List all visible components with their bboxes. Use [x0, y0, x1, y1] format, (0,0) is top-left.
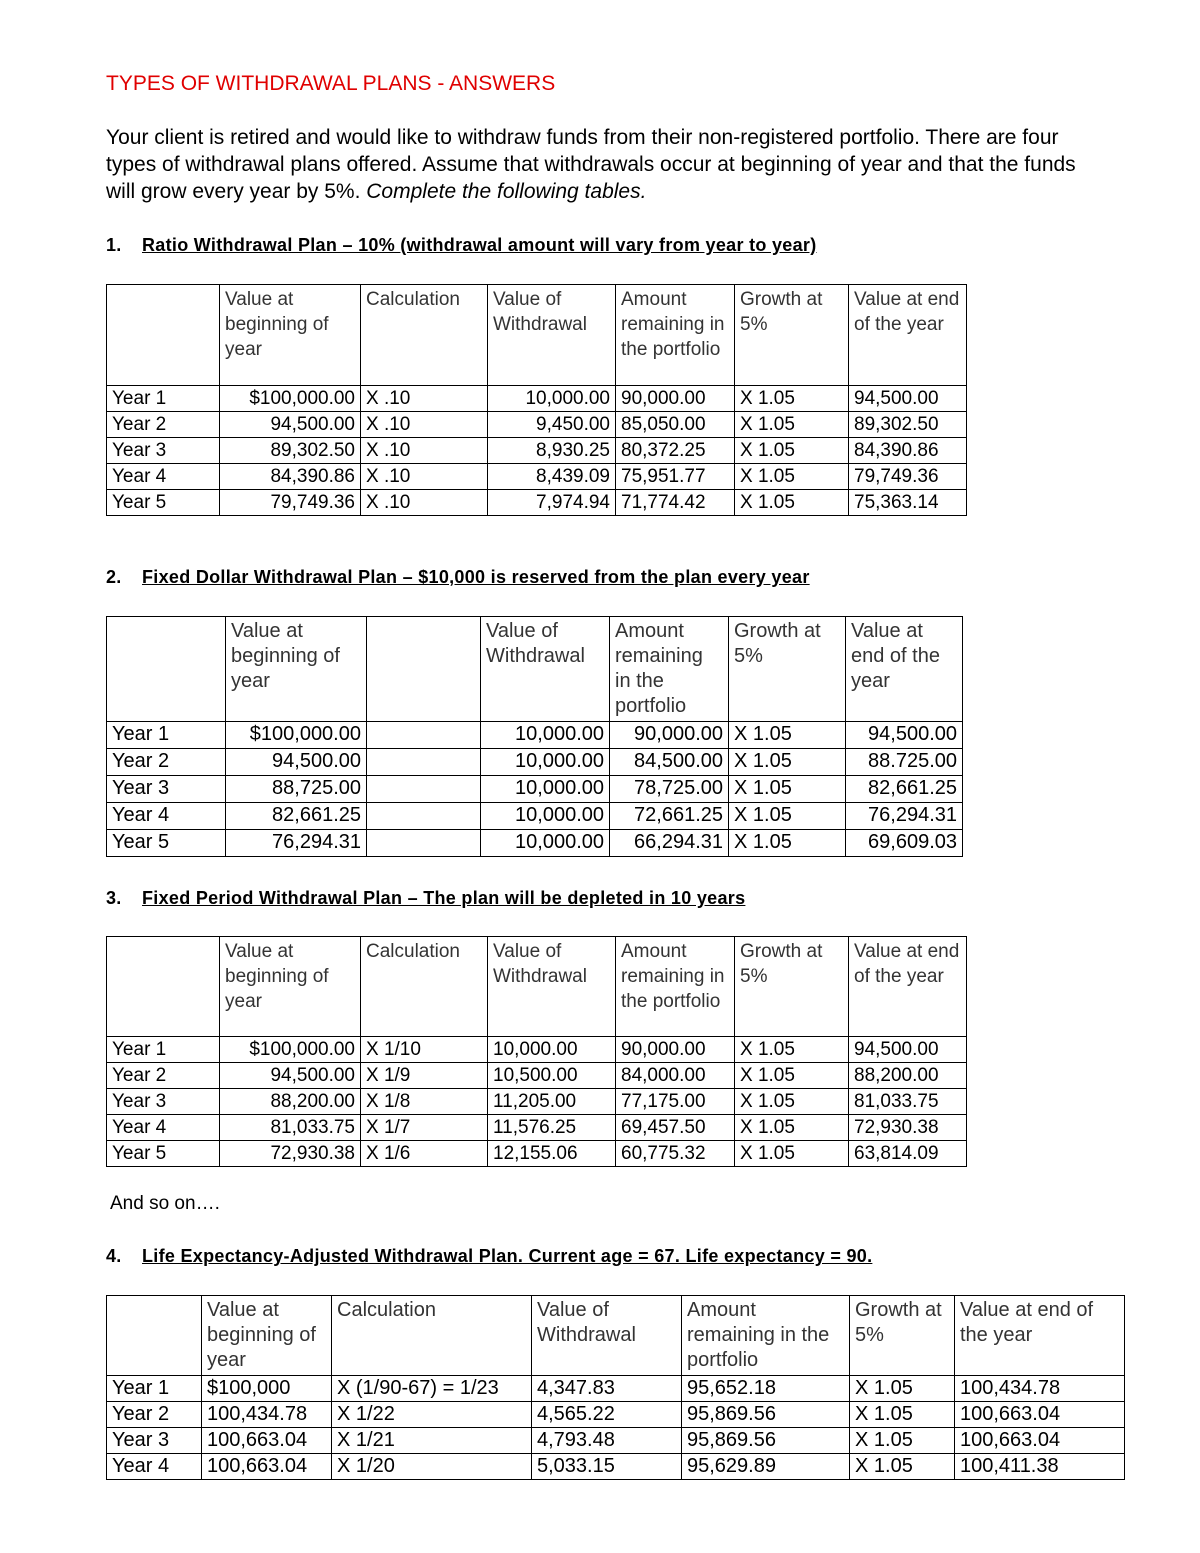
table-cell: 79,749.36: [220, 490, 361, 516]
column-header: Value of Withdrawal: [488, 937, 616, 1037]
table-cell: 90,000.00: [616, 1037, 735, 1063]
table-cell: X 1/21: [332, 1428, 532, 1454]
table-cell: 95,869.56: [682, 1402, 850, 1428]
table-cell: 7,974.94: [488, 490, 616, 516]
table-cell: 11,576.25: [488, 1115, 616, 1141]
table-cell: [367, 830, 481, 857]
table-cell: 10,000.00: [481, 749, 610, 776]
table-cell: X 1.05: [729, 749, 846, 776]
table-cell: 100,663.04: [202, 1454, 332, 1480]
table-cell: 100,663.04: [955, 1428, 1125, 1454]
section-3-title: Fixed Period Withdrawal Plan – The plan will be depleted in 10 years: [142, 888, 746, 908]
life-expectancy-table: [106, 1295, 1125, 1480]
table-cell: 76,294.31: [226, 830, 367, 857]
fixed-period-table: [106, 936, 967, 1167]
table-cell: 10,000.00: [488, 1037, 616, 1063]
column-header: Growth at 5%: [735, 285, 849, 386]
table-cell: 8,930.25: [488, 438, 616, 464]
table-cell: 10,000.00: [481, 722, 610, 749]
row-label: Year 3: [107, 438, 220, 464]
row-label: Year 2: [107, 1402, 202, 1428]
table-row: [107, 1428, 1125, 1454]
table-cell: X 1.05: [850, 1376, 955, 1402]
section-1-title: Ratio Withdrawal Plan – 10% (withdrawal amount will vary from year to year): [142, 235, 817, 255]
column-header: Growth at 5%: [850, 1296, 955, 1376]
table-cell: 63,814.09: [849, 1141, 967, 1167]
table-cell: X 1.05: [729, 776, 846, 803]
table-row: [107, 1037, 967, 1063]
table-cell: 94,500.00: [220, 412, 361, 438]
table-cell: X 1.05: [735, 464, 849, 490]
row-label: Year 3: [107, 776, 226, 803]
table-cell: 10,000.00: [481, 776, 610, 803]
table-cell: X 1/8: [361, 1089, 488, 1115]
table-cell: 100,411.38: [955, 1454, 1125, 1480]
column-header: [107, 937, 220, 1037]
table-cell: X 1.05: [735, 490, 849, 516]
table-cell: 72,930.38: [849, 1115, 967, 1141]
row-label: Year 2: [107, 412, 220, 438]
table-cell: X 1/6: [361, 1141, 488, 1167]
row-label: Year 4: [107, 1115, 220, 1141]
table-cell: X 1.05: [729, 830, 846, 857]
row-label: Year 4: [107, 803, 226, 830]
table-cell: 88,200.00: [220, 1089, 361, 1115]
table-cell: 75,363.14: [849, 490, 967, 516]
table-cell: 66,294.31: [610, 830, 729, 857]
table-cell: 60,775.32: [616, 1141, 735, 1167]
table-cell: 100,434.78: [202, 1402, 332, 1428]
row-label: Year 1: [107, 1376, 202, 1402]
section-3-heading: [106, 888, 745, 909]
table-cell: $100,000: [202, 1376, 332, 1402]
table-cell: X 1.05: [735, 412, 849, 438]
table-cell: X 1.05: [735, 1115, 849, 1141]
column-header: Value at end of the year: [955, 1296, 1125, 1376]
table-cell: 88,725.00: [226, 776, 367, 803]
table-cell: X .10: [361, 412, 488, 438]
table-cell: 94,500.00: [220, 1063, 361, 1089]
and-so-on-note: And so on….: [110, 1193, 220, 1214]
table-cell: 94,500.00: [849, 386, 967, 412]
table-cell: 10,500.00: [488, 1063, 616, 1089]
row-label: Year 1: [107, 722, 226, 749]
table-cell: 71,774.42: [616, 490, 735, 516]
row-label: Year 3: [107, 1089, 220, 1115]
column-header: Value at beginning of year: [202, 1296, 332, 1376]
table-cell: 9,450.00: [488, 412, 616, 438]
table-row: [107, 803, 963, 830]
table-row: [107, 830, 963, 857]
column-header: Value at beginning of year: [226, 617, 367, 722]
table-cell: 90,000.00: [616, 386, 735, 412]
table-cell: 88.725.00: [846, 749, 963, 776]
table-cell: X 1.05: [735, 1089, 849, 1115]
table-cell: 95,629.89: [682, 1454, 850, 1480]
table-cell: [367, 803, 481, 830]
table-cell: X .10: [361, 438, 488, 464]
column-header: Calculation: [361, 937, 488, 1037]
table-row: [107, 1376, 1125, 1402]
table-cell: 90,000.00: [610, 722, 729, 749]
table-row: [107, 1402, 1125, 1428]
column-header: Value at end of the year: [846, 617, 963, 722]
column-header: [107, 617, 226, 722]
column-header: Value of Withdrawal: [481, 617, 610, 722]
table-cell: 81,033.75: [220, 1115, 361, 1141]
column-header: [367, 617, 481, 722]
table-cell: 84,390.86: [220, 464, 361, 490]
section-2-heading: [106, 567, 810, 588]
row-label: Year 2: [107, 1063, 220, 1089]
section-2-title: Fixed Dollar Withdrawal Plan – $10,000 is reserved from the plan every year: [142, 567, 810, 587]
column-header: Value at beginning of year: [220, 285, 361, 386]
table-cell: 94,500.00: [846, 722, 963, 749]
table-cell: X 1.05: [850, 1454, 955, 1480]
row-label: Year 2: [107, 749, 226, 776]
column-header: Calculation: [332, 1296, 532, 1376]
table-cell: 12,155.06: [488, 1141, 616, 1167]
column-header: Amount remaining in the portfolio: [682, 1296, 850, 1376]
table-cell: X 1.05: [735, 1063, 849, 1089]
column-header: Value at end of the year: [849, 937, 967, 1037]
table-cell: X 1/10: [361, 1037, 488, 1063]
table-cell: 81,033.75: [849, 1089, 967, 1115]
table-row: [107, 412, 967, 438]
header-row: [107, 285, 967, 386]
intro-paragraph: [106, 124, 1106, 205]
table-cell: $100,000.00: [226, 722, 367, 749]
table-cell: 72,661.25: [610, 803, 729, 830]
table-cell: 88,200.00: [849, 1063, 967, 1089]
row-label: Year 5: [107, 830, 226, 857]
table-cell: 94,500.00: [226, 749, 367, 776]
section-2-number: 2.: [106, 567, 122, 587]
table-cell: 10,000.00: [488, 386, 616, 412]
table-cell: 10,000.00: [481, 830, 610, 857]
table-row: [107, 1454, 1125, 1480]
table-cell: X 1.05: [729, 803, 846, 830]
table-cell: X 1/22: [332, 1402, 532, 1428]
column-header: Growth at 5%: [735, 937, 849, 1037]
table-cell: [367, 776, 481, 803]
table-cell: 77,175.00: [616, 1089, 735, 1115]
table-cell: 10,000.00: [481, 803, 610, 830]
table-cell: X 1.05: [735, 438, 849, 464]
row-label: Year 4: [107, 464, 220, 490]
intro-instruction: Complete the following tables.: [366, 180, 647, 203]
row-label: Year 5: [107, 490, 220, 516]
table-cell: 69,457.50: [616, 1115, 735, 1141]
table-cell: 94,500.00: [849, 1037, 967, 1063]
table-cell: $100,000.00: [220, 1037, 361, 1063]
table-cell: X (1/90-67) = 1/23: [332, 1376, 532, 1402]
table-cell: X .10: [361, 386, 488, 412]
table-cell: 95,869.56: [682, 1428, 850, 1454]
table-row: [107, 722, 963, 749]
section-4-title: Life Expectancy-Adjusted Withdrawal Plan. Current age = 67. Life expectancy = 90.: [142, 1246, 873, 1266]
column-header: Amount remaining in the portfolio: [610, 617, 729, 722]
column-header: Growth at 5%: [729, 617, 846, 722]
section-4-heading: [106, 1246, 872, 1267]
table-cell: 95,652.18: [682, 1376, 850, 1402]
header-row: [107, 937, 967, 1037]
fixed-dollar-table: [106, 616, 963, 857]
table-cell: X 1.05: [735, 386, 849, 412]
table-row: [107, 749, 963, 776]
table-cell: X 1.05: [850, 1428, 955, 1454]
table-cell: 4,347.83: [532, 1376, 682, 1402]
ratio-withdrawal-table: [106, 284, 967, 516]
table-cell: [367, 749, 481, 776]
table-cell: 76,294.31: [846, 803, 963, 830]
table-cell: 84,000.00: [616, 1063, 735, 1089]
table-cell: [367, 722, 481, 749]
table-cell: 84,500.00: [610, 749, 729, 776]
section-3-number: 3.: [106, 888, 122, 908]
row-label: Year 4: [107, 1454, 202, 1480]
column-header: [107, 285, 220, 386]
table-cell: 85,050.00: [616, 412, 735, 438]
column-header: Amount remaining in the portfolio: [616, 937, 735, 1037]
table-cell: 80,372.25: [616, 438, 735, 464]
table-row: [107, 1141, 967, 1167]
table-row: [107, 1063, 967, 1089]
table-cell: 89,302.50: [220, 438, 361, 464]
table-cell: X 1.05: [735, 1141, 849, 1167]
row-label: Year 5: [107, 1141, 220, 1167]
column-header: Value of Withdrawal: [532, 1296, 682, 1376]
table-cell: 72,930.38: [220, 1141, 361, 1167]
column-header: Value at end of the year: [849, 285, 967, 386]
table-cell: 100,663.04: [955, 1402, 1125, 1428]
table-row: [107, 386, 967, 412]
table-row: [107, 464, 967, 490]
row-label: Year 1: [107, 1037, 220, 1063]
table-cell: 8,439.09: [488, 464, 616, 490]
section-1-number: 1.: [106, 235, 122, 255]
column-header: [107, 1296, 202, 1376]
table-cell: X 1.05: [729, 722, 846, 749]
table-cell: 4,793.48: [532, 1428, 682, 1454]
table-row: [107, 1089, 967, 1115]
table-cell: 82,661.25: [226, 803, 367, 830]
table-cell: 79,749.36: [849, 464, 967, 490]
table-row: [107, 1115, 967, 1141]
table-cell: X 1.05: [850, 1402, 955, 1428]
header-row: [107, 1296, 1125, 1376]
column-header: Amount remaining in the portfolio: [616, 285, 735, 386]
table-cell: $100,000.00: [220, 386, 361, 412]
table-cell: 100,663.04: [202, 1428, 332, 1454]
column-header: Calculation: [361, 285, 488, 386]
table-cell: X 1/20: [332, 1454, 532, 1480]
column-header: Value at beginning of year: [220, 937, 361, 1037]
table-cell: 69,609.03: [846, 830, 963, 857]
table-cell: 11,205.00: [488, 1089, 616, 1115]
table-cell: 89,302.50: [849, 412, 967, 438]
table-cell: 78,725.00: [610, 776, 729, 803]
section-1-heading: [106, 235, 817, 256]
table-cell: X 1/7: [361, 1115, 488, 1141]
header-row: [107, 617, 963, 722]
intro-text: Your client is retired and would like to withdraw funds from their non-registered portfolio. There are four types of withdrawal plans offered. Assume that withdrawals occur at beginning of year and that the funds will grow every year by 5%.: [106, 126, 1076, 203]
table-cell: X 1.05: [735, 1037, 849, 1063]
table-cell: 82,661.25: [846, 776, 963, 803]
table-cell: 5,033.15: [532, 1454, 682, 1480]
table-row: [107, 438, 967, 464]
row-label: Year 1: [107, 386, 220, 412]
table-cell: 100,434.78: [955, 1376, 1125, 1402]
table-cell: 4,565.22: [532, 1402, 682, 1428]
table-cell: X 1/9: [361, 1063, 488, 1089]
row-label: Year 3: [107, 1428, 202, 1454]
page-title: TYPES OF WITHDRAWAL PLANS - ANSWERS: [106, 72, 556, 95]
table-cell: X .10: [361, 490, 488, 516]
table-cell: 75,951.77: [616, 464, 735, 490]
column-header: Value of Withdrawal: [488, 285, 616, 386]
table-row: [107, 490, 967, 516]
table-cell: X .10: [361, 464, 488, 490]
section-4-number: 4.: [106, 1246, 122, 1266]
table-row: [107, 776, 963, 803]
table-cell: 84,390.86: [849, 438, 967, 464]
